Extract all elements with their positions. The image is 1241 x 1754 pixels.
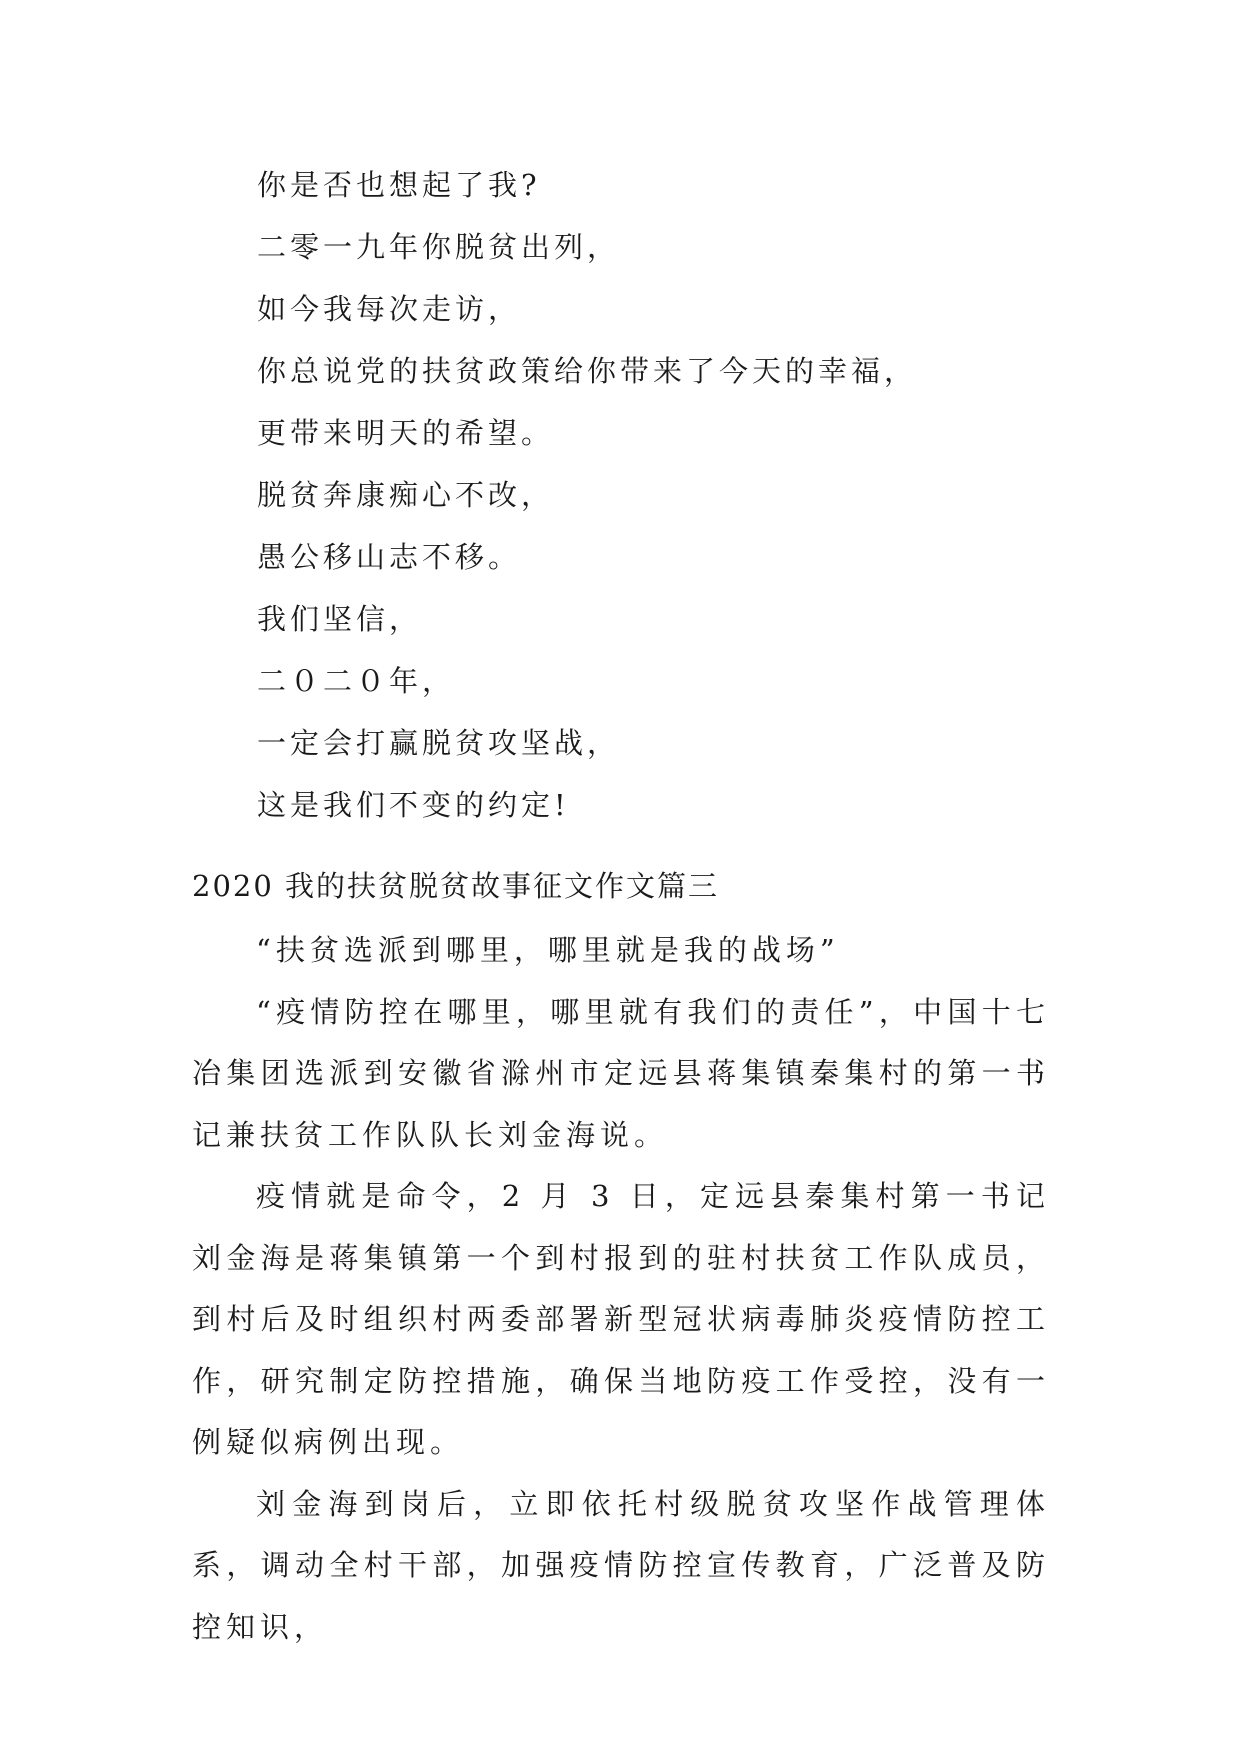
poem-line: 脱贫奔康痴心不改， — [257, 478, 555, 512]
poem-line: 二零一九年你脱贫出列， — [257, 230, 621, 264]
article-paragraph: 刘金海到岗后，立即依托村级脱贫攻坚作战管理体系，调动全村干部，加强疫情防控宣传教育，广泛普及防控知识， — [192, 1486, 1050, 1644]
article-body — [192, 920, 1050, 1658]
poem-block — [257, 165, 1077, 847]
poem-line: 更带来明天的希望。 — [257, 416, 555, 450]
section-title: 2020 我的扶贫脱贫故事征文作文篇三 — [192, 869, 720, 903]
article-paragraph: “疫情防控在哪里，哪里就有我们的责任”，中国十七冶集团选派到安徽省滁州市定远县蒋集镇秦集村的第一书记兼扶贫工作队队长刘金海说。 — [192, 994, 1050, 1152]
poem-line: 如今我每次走访， — [257, 292, 522, 326]
poem-line: 二０二０年， — [257, 664, 456, 698]
article-paragraph: “扶贫选派到哪里，哪里就是我的战场” — [256, 933, 840, 967]
poem-line: 这是我们不变的约定! — [257, 788, 570, 822]
poem-line: 一定会打赢脱贫攻坚战， — [257, 726, 621, 760]
poem-line: 你总说党的扶贫政策给你带来了今天的幸福， — [257, 354, 918, 388]
article-paragraph: 疫情就是命令，2 月 3 日，定远县秦集村第一书记刘金海是蒋集镇第一个到村报到的驻村扶贫工作队成员，到村后及时组织村两委部署新型冠状病毒肺炎疫情防控工作，研究制定防控措施，确保当地防疫工作受控，没有一例疑似病例出现。 — [192, 1179, 1050, 1459]
poem-line: 愚公移山志不移。 — [257, 540, 522, 574]
poem-line: 我们坚信， — [257, 602, 423, 636]
poem-line: 你是否也想起了我? — [257, 168, 541, 202]
